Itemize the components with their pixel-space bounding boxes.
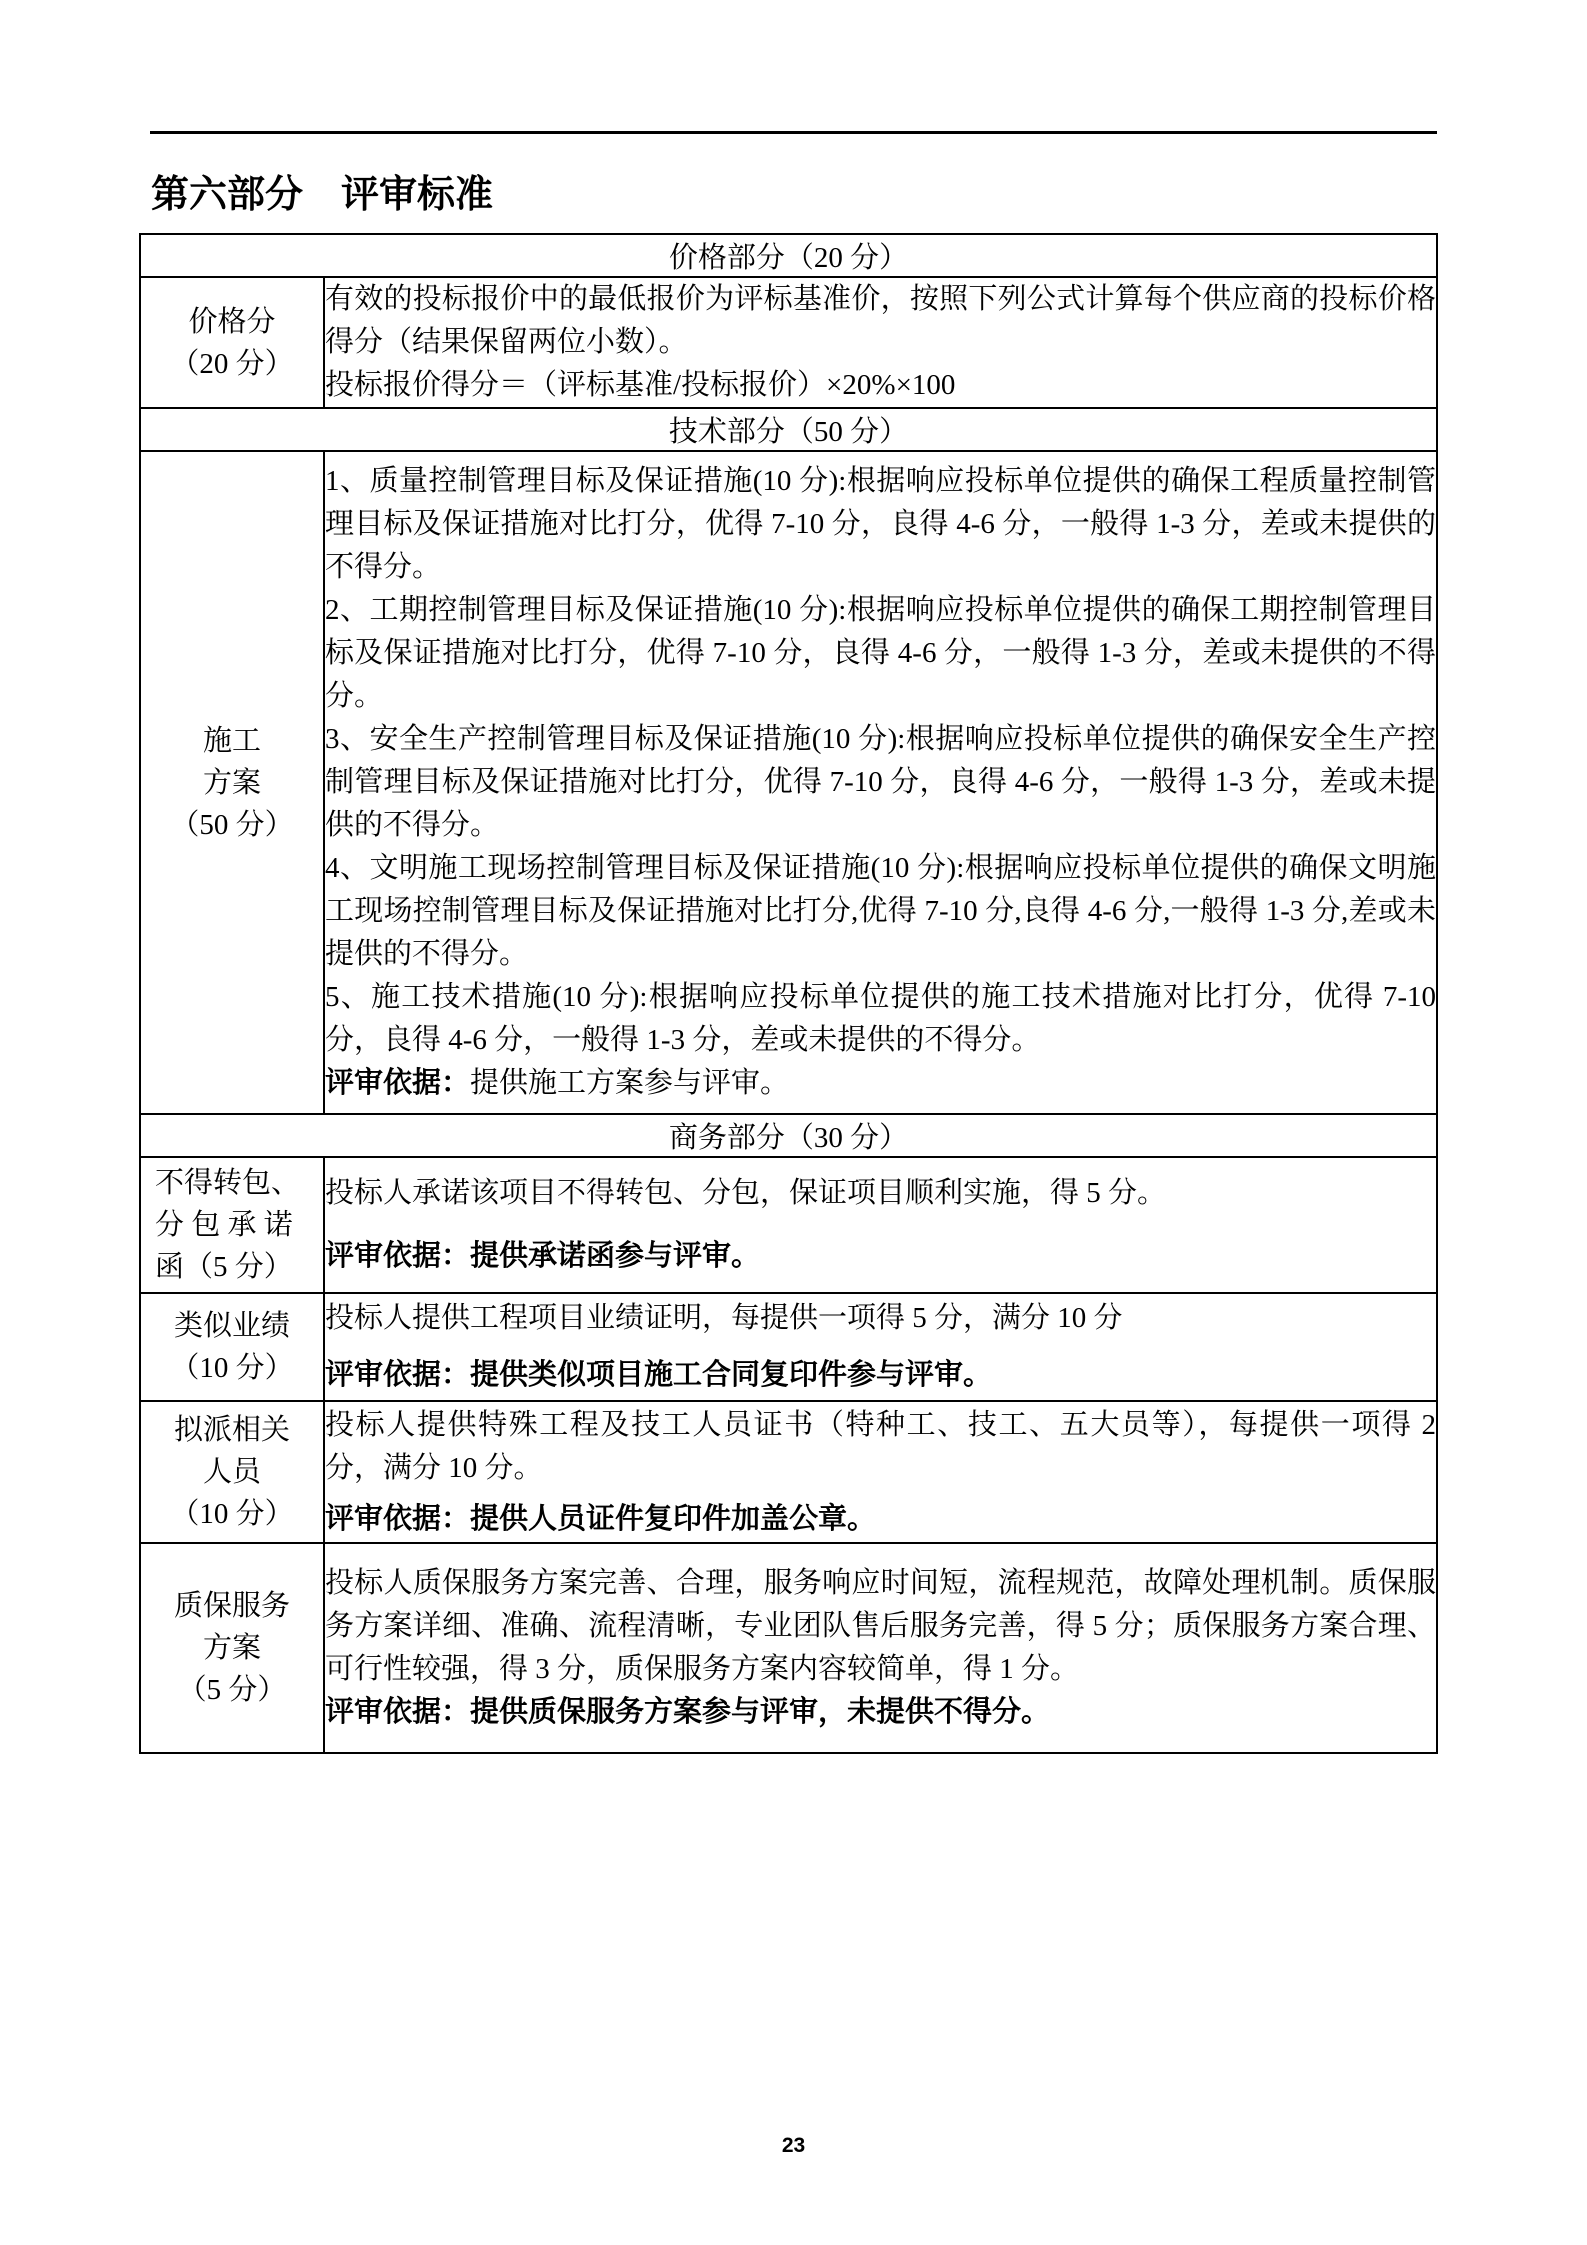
label-line: 价格分 <box>188 305 276 338</box>
label-line: 拟派相关 <box>173 1414 290 1446</box>
construction-item: 2、工期控制管理目标及保证措施(10 分):根据响应投标单位提供的确保工期控制管理目标及保证措施对比打分，优得 7-10 分，良得 4-6 分，一般得 1-3 分，差或未提供的不得分。 <box>325 594 1436 712</box>
section-header-price: 价格部分（20 分） <box>140 234 1437 277</box>
label-line: （10 分） <box>170 1498 294 1530</box>
page-number: 23 <box>781 2134 806 2157</box>
section-row-tech <box>140 408 1437 451</box>
evaluation-basis: 评审依据：提供承诺函参与评审。 <box>325 1240 761 1272</box>
label-line: 函（5 分） <box>155 1251 293 1283</box>
page-title: 第六部分 评审标准 <box>151 174 494 216</box>
row-label-proposed-personnel <box>140 1401 324 1543</box>
row-body-no-subcontract <box>324 1157 1437 1293</box>
rule-text: 投标人提供工程项目业绩证明，每提供一项得 5 分，满分 10 分 <box>325 1302 1123 1334</box>
row-label-construction-plan <box>140 451 324 1114</box>
table-row-construction-plan <box>140 451 1437 1114</box>
row-label-warranty-service <box>140 1543 324 1753</box>
row-body-similar-performance <box>324 1293 1437 1401</box>
row-body-price-score <box>324 277 1437 408</box>
construction-item: 1、质量控制管理目标及保证措施(10 分):根据响应投标单位提供的确保工程质量控制管理目标及保证措施对比打分，优得 7-10 分，良得 4-6 分，一般得 1-3 分，差或未提供的不得分。 <box>325 465 1436 583</box>
construction-item: 4、文明施工现场控制管理目标及保证措施(10 分):根据响应投标单位提供的确保文明施工现场控制管理目标及保证措施对比打分,优得 7-10 分,良得 4-6 分,一般得 1-3 分,差或未提供的不得分。 <box>325 852 1436 970</box>
label-line: 不得转包、 <box>155 1167 301 1199</box>
rule-text: 投标人提供特殊工程及技工人员证书（特种工、技工、五大员等），每提供一项得 2 分，满分 10 分。 <box>325 1408 1436 1484</box>
label-line: 方案 <box>202 1632 261 1664</box>
table-row-price-score <box>140 277 1437 408</box>
evaluation-basis <box>325 1062 1436 1105</box>
section-header-tech: 技术部分（50 分） <box>140 408 1437 451</box>
row-label-price-score <box>140 277 324 408</box>
row-label-similar-performance <box>140 1293 324 1401</box>
section-header-business: 商务部分（30 分） <box>140 1114 1437 1157</box>
evaluation-basis: 评审依据：提供质保服务方案参与评审，未提供不得分。 <box>325 1696 1051 1728</box>
header-rule <box>150 131 1437 134</box>
label-line: 类似业绩 <box>173 1310 290 1342</box>
construction-item: 5、施工技术措施(10 分):根据响应投标单位提供的施工技术措施对比打分，优得 7-10 分，良得 4-6 分，一般得 1-3 分，差或未提供的不得分。 <box>325 981 1436 1056</box>
label-line: 方案 <box>202 766 261 799</box>
evaluation-basis: 评审依据：提供人员证件复印件加盖公章。 <box>325 1502 877 1535</box>
evaluation-basis-label: 评审依据： <box>325 1067 471 1099</box>
section-row-price <box>140 234 1437 277</box>
evaluation-basis: 评审依据：提供类似项目施工合同复印件参与评审。 <box>325 1359 993 1391</box>
label-line: （50 分） <box>170 808 294 841</box>
label-line: 分 包 承 诺 <box>155 1209 293 1241</box>
table-row-similar-performance <box>140 1293 1437 1401</box>
label-line: （5 分） <box>177 1674 287 1706</box>
label-line: 施工 <box>202 724 261 757</box>
table-row-no-subcontract <box>140 1157 1437 1293</box>
rule-text: 投标人承诺该项目不得转包、分包，保证项目顺利实施，得 5 分。 <box>325 1177 1167 1209</box>
table-row-warranty-service <box>140 1543 1437 1753</box>
label-line: （10 分） <box>170 1352 294 1384</box>
label-line: （20 分） <box>170 347 294 380</box>
row-label-no-subcontract <box>140 1157 324 1293</box>
label-line: 人员 <box>202 1456 261 1488</box>
table-row-proposed-personnel <box>140 1401 1437 1543</box>
evaluation-basis-text: 提供施工方案参与评审。 <box>470 1067 790 1099</box>
section-row-business <box>140 1114 1437 1157</box>
row-body-warranty-service <box>324 1543 1437 1753</box>
label-line: 质保服务 <box>173 1590 290 1622</box>
construction-item: 3、安全生产控制管理目标及保证措施(10 分):根据响应投标单位提供的确保安全生产控制管理目标及保证措施对比打分，优得 7-10 分，良得 4-6 分，一般得 1-3 分，差或未提供的不得分。 <box>325 723 1436 841</box>
evaluation-criteria-table <box>139 233 1438 1754</box>
price-rule-text: 有效的投标报价中的最低报价为评标基准价，按照下列公式计算每个供应商的投标价格得分（结果保留两位小数）。 <box>325 283 1436 358</box>
rule-text: 投标人质保服务方案完善、合理，服务响应时间短，流程规范，故障处理机制。质保服务方案详细、准确、流程清晰，专业团队售后服务完善，得 5 分；质保服务方案合理、可行性较强，得 3 分，质保服务方案内容较简单，得 1 分。 <box>325 1567 1436 1685</box>
row-body-construction-plan <box>324 451 1437 1114</box>
row-body-proposed-personnel <box>324 1401 1437 1543</box>
price-formula: 投标报价得分＝（评标基准/投标报价）×20%×100 <box>325 369 956 401</box>
